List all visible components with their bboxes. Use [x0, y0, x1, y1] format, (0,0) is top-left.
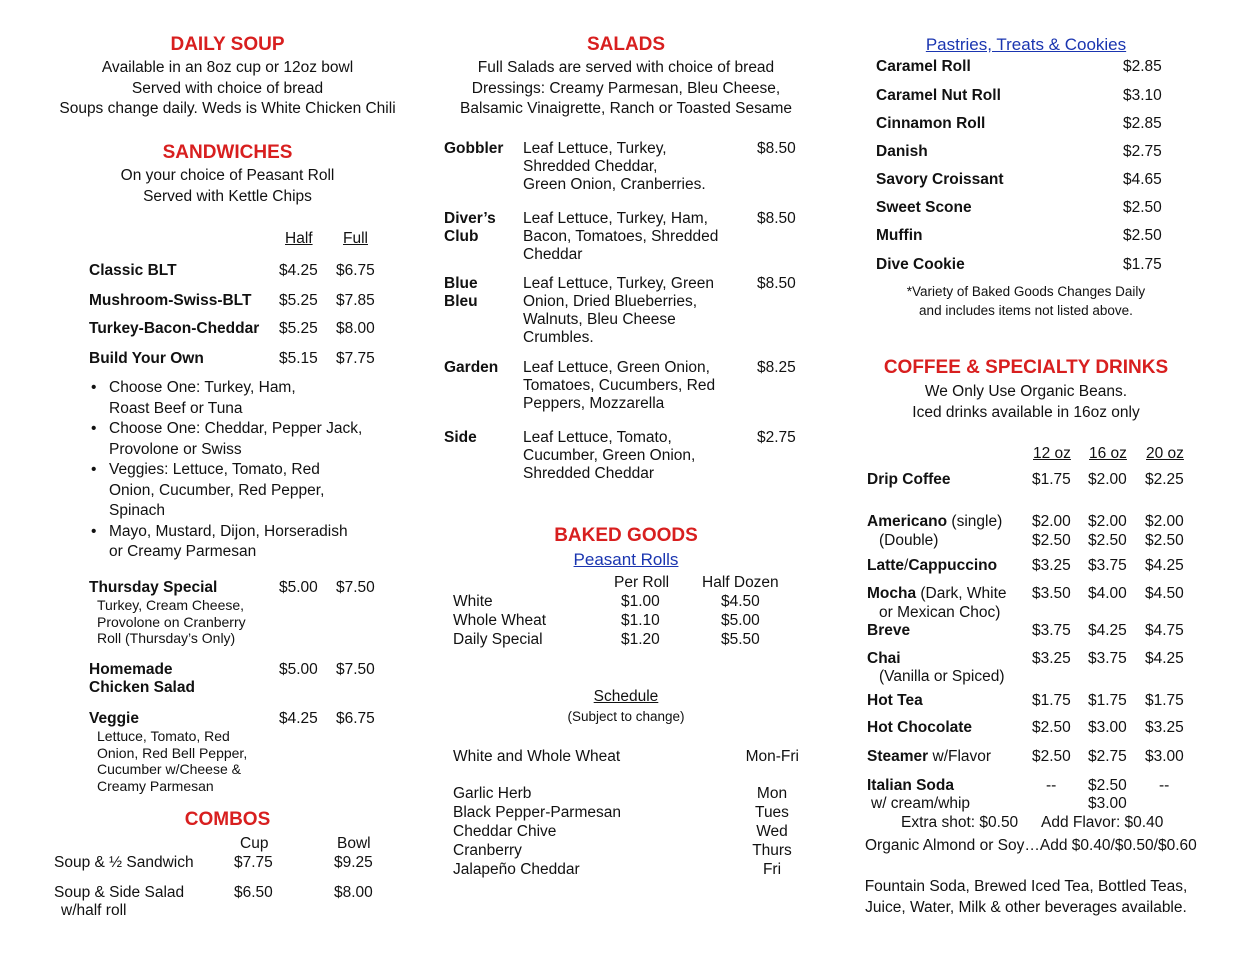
price-20oz: $2.00: [1145, 513, 1184, 530]
item-price: $8.50: [757, 210, 796, 227]
item-description: Leaf Lettuce, Turkey, Ham, Bacon, Tomatoes, Shredded Cheddar: [523, 210, 719, 263]
price-20oz: $2.50: [1145, 532, 1184, 549]
price-20oz: $4.75: [1145, 622, 1184, 639]
price-16oz: $4.00: [1088, 585, 1127, 602]
price-half: $4.25: [279, 262, 318, 279]
item-name: Mocha (Dark, White: [867, 585, 1007, 602]
item-name: Garden: [444, 359, 499, 376]
item-price: $1.75: [1123, 256, 1162, 273]
item-subtext: (Double): [879, 532, 939, 549]
build-your-own-options: [89, 378, 362, 563]
add-flavor-note: Add Flavor: $0.40: [1041, 814, 1164, 831]
item-name: Cinnamon Roll: [876, 115, 986, 132]
item-name: White and Whole Wheat: [453, 748, 621, 765]
size-header-12oz: 12 oz: [1033, 445, 1071, 462]
item-price: $8.50: [757, 275, 796, 292]
extra-shot-note: Extra shot: $0.50: [901, 814, 1019, 831]
item-name: Daily Special: [453, 631, 543, 648]
list-item: • Choose One: Turkey, Ham, Roast Beef or Tuna: [109, 378, 362, 419]
item-day: Wed: [756, 823, 788, 840]
price-20oz: $4.50: [1145, 585, 1184, 602]
item-name: Sweet Scone: [876, 199, 972, 216]
item-name: Drip Coffee: [867, 471, 951, 488]
price-16oz: $2.50: [1088, 532, 1127, 549]
item-price: $2.75: [757, 429, 796, 446]
item-name: Jalapeño Cheddar: [453, 861, 580, 878]
price-16oz: $3.00: [1088, 795, 1127, 812]
price-16oz: $4.25: [1088, 622, 1127, 639]
coffee-description: We Only Use Organic Beans. Iced drinks available in 16oz only: [912, 383, 1140, 421]
item-name: Dive Cookie: [876, 256, 965, 273]
salads-title: SALADS: [586, 34, 666, 55]
price-cup: $6.50: [234, 884, 273, 901]
item-price: $4.65: [1123, 171, 1162, 188]
item-subtext: w/half roll: [61, 902, 127, 919]
item-name: Caramel Roll: [876, 58, 971, 75]
price-12oz: $2.50: [1032, 532, 1071, 549]
item-name: Caramel Nut Roll: [876, 87, 1001, 104]
price-16oz: $3.75: [1088, 650, 1127, 667]
item-subtext: w/ cream/whip: [871, 795, 971, 812]
item-name: White: [453, 593, 493, 610]
item-name: Gobbler: [444, 140, 504, 157]
price-bowl: $8.00: [334, 884, 373, 901]
col-header-half: Half: [285, 230, 313, 247]
price-dozen: $5.00: [721, 612, 760, 629]
col-header-per-roll: Per Roll: [614, 574, 670, 591]
item-name: Latte/Cappuccino: [867, 557, 998, 574]
pastries-note: *Variety of Baked Goods Changes Daily and includes items not listed above.: [906, 284, 1146, 318]
price-cup: $7.75: [234, 854, 273, 871]
price-half: $5.15: [279, 350, 318, 367]
item-name: Homemade Chicken Salad: [89, 661, 195, 696]
item-description: Leaf Lettuce, Green Onion, Tomatoes, Cucumbers, Red Peppers, Mozzarella: [523, 359, 716, 412]
price-16oz: $2.50: [1088, 777, 1127, 794]
price-roll: $1.00: [621, 593, 660, 610]
price-dozen: $4.50: [721, 593, 760, 610]
item-name: Soup & ½ Sandwich: [54, 854, 194, 871]
price-12oz: $3.25: [1032, 650, 1071, 667]
price-dozen: $5.50: [721, 631, 760, 648]
price-half: $5.25: [279, 320, 318, 337]
item-day: Mon: [756, 785, 788, 802]
schedule-note: (Subject to change): [567, 709, 685, 724]
price-full: $7.50: [336, 661, 375, 678]
item-name: Cranberry: [453, 842, 522, 859]
price-12oz: $2.50: [1032, 748, 1071, 765]
price-20oz: $1.75: [1145, 692, 1184, 709]
price-12oz: $1.75: [1032, 471, 1071, 488]
price-full: $7.85: [336, 292, 375, 309]
item-description: Lettuce, Tomato, Red Onion, Red Bell Pepper, Cucumber w/Cheese & Creamy Parmesan: [97, 728, 248, 794]
item-name: Steamer w/Flavor: [867, 748, 992, 765]
sandwiches-title: SANDWICHES: [162, 142, 293, 163]
item-name: Diver’s Club: [444, 210, 496, 245]
list-item: • Veggies: Lettuce, Tomato, Red Onion, Cucumber, Red Pepper, Spinach: [109, 460, 362, 522]
list-item: • Choose One: Cheddar, Pepper Jack, Provolone or Swiss: [109, 419, 362, 460]
item-name: Muffin: [876, 227, 923, 244]
item-name: Italian Soda: [867, 777, 954, 794]
price-roll: $1.10: [621, 612, 660, 629]
price-16oz: $2.75: [1088, 748, 1127, 765]
price-full: $7.75: [336, 350, 375, 367]
item-name: Soup & Side Salad: [54, 884, 185, 901]
column-left: [0, 0, 455, 960]
item-price: $2.85: [1123, 58, 1162, 75]
soup-description: Available in an 8oz cup or 12oz bowl Served with choice of bread Soups change daily. Weds is White Chicken Chili: [59, 59, 396, 117]
item-name: Chai: [867, 650, 901, 667]
price-16oz: $3.00: [1088, 719, 1127, 736]
item-name: Breve: [867, 622, 911, 639]
price-half: $5.00: [279, 579, 318, 596]
price-20oz: $3.00: [1145, 748, 1184, 765]
price-20oz: $4.25: [1145, 650, 1184, 667]
item-subtext: (Vanilla or Spiced): [879, 668, 1005, 685]
price-12oz: $1.75: [1032, 692, 1071, 709]
item-name: Hot Chocolate: [867, 719, 973, 736]
item-description: Leaf Lettuce, Tomato, Cucumber, Green Onion, Shredded Cheddar: [523, 429, 696, 482]
price-12oz: $2.00: [1032, 513, 1071, 530]
price-12oz: $2.50: [1032, 719, 1071, 736]
salads-description: Full Salads are served with choice of bread Dressings: Creamy Parmesan, Bleu Cheese, Balsamic Vinaigrette, Ranch or Toasted Sesame: [460, 59, 792, 117]
item-name: Mushroom-Swiss-BLT: [89, 292, 252, 309]
price-12oz: --: [1046, 777, 1057, 794]
item-name: Americano (single): [867, 513, 1003, 530]
col-header-full: Full: [343, 230, 368, 247]
price-20oz: $2.25: [1145, 471, 1184, 488]
item-name: Build Your Own: [89, 350, 204, 367]
item-name: Danish: [876, 143, 928, 160]
price-half: $5.25: [279, 292, 318, 309]
item-price: $3.10: [1123, 87, 1162, 104]
price-16oz: $1.75: [1088, 692, 1127, 709]
price-full: $8.00: [336, 320, 375, 337]
price-full: $6.75: [336, 262, 375, 279]
item-price: $8.50: [757, 140, 796, 157]
coffee-title: COFFEE & SPECIALTY DRINKS: [883, 357, 1169, 378]
item-name: Garlic Herb: [453, 785, 532, 802]
price-16oz: $3.75: [1088, 557, 1127, 574]
item-name: Turkey-Bacon-Cheddar: [89, 320, 260, 337]
item-name: Thursday Special: [89, 579, 218, 596]
item-name: Side: [444, 429, 477, 446]
item-name: Cheddar Chive: [453, 823, 557, 840]
price-16oz: $2.00: [1088, 471, 1127, 488]
price-12oz: $3.25: [1032, 557, 1071, 574]
price-12oz: $3.50: [1032, 585, 1071, 602]
price-bowl: $9.25: [334, 854, 373, 871]
item-day: Mon-Fri: [745, 748, 799, 765]
list-item: • Mayo, Mustard, Dijon, Horseradish or Creamy Parmesan: [109, 522, 362, 563]
item-name: Whole Wheat: [453, 612, 547, 629]
item-day: Tues: [755, 804, 789, 821]
price-20oz: $3.25: [1145, 719, 1184, 736]
col-header-cup: Cup: [240, 835, 269, 852]
item-name: Savory Croissant: [876, 171, 1004, 188]
price-full: $6.75: [336, 710, 375, 727]
baked-goods-title: BAKED GOODS: [554, 525, 698, 546]
milk-note: Organic Almond or Soy…Add $0.40/$0.50/$0.60: [865, 837, 1197, 854]
item-price: $2.50: [1123, 199, 1162, 216]
item-day: Fri: [762, 861, 782, 878]
item-description: Leaf Lettuce, Turkey, Shredded Cheddar, Green Onion, Cranberries.: [523, 140, 706, 193]
price-16oz: $2.00: [1088, 513, 1127, 530]
price-20oz: --: [1159, 777, 1170, 794]
schedule-title: Schedule: [593, 688, 659, 705]
item-price: $2.75: [1123, 143, 1162, 160]
item-description: Leaf Lettuce, Turkey, Green Onion, Dried Blueberries, Walnuts, Bleu Cheese Crumbles.: [523, 275, 714, 346]
size-header-20oz: 20 oz: [1146, 445, 1184, 462]
item-day: Thurs: [752, 842, 792, 859]
item-name: Black Pepper-Parmesan: [453, 804, 621, 821]
price-half: $4.25: [279, 710, 318, 727]
item-name: Hot Tea: [867, 692, 923, 709]
price-roll: $1.20: [621, 631, 660, 648]
price-full: $7.50: [336, 579, 375, 596]
item-price: $2.85: [1123, 115, 1162, 132]
pastries-title: Pastries, Treats & Cookies: [925, 35, 1127, 54]
soup-title: DAILY SOUP: [170, 34, 285, 55]
size-header-16oz: 16 oz: [1089, 445, 1127, 462]
col-header-half-dozen: Half Dozen: [702, 574, 779, 591]
item-name: Classic BLT: [89, 262, 177, 279]
sandwiches-description: On your choice of Peasant Roll Served with Kettle Chips: [120, 167, 335, 205]
item-description: Turkey, Cream Cheese, Provolone on Cranberry Roll (Thursday’s Only): [97, 597, 246, 646]
item-name: Veggie: [89, 710, 139, 727]
item-name: Blue Bleu: [444, 275, 478, 310]
item-price: $2.50: [1123, 227, 1162, 244]
item-subtext: or Mexican Choc): [879, 604, 1001, 621]
combos-title: COMBOS: [184, 809, 271, 830]
peasant-rolls-subtitle: Peasant Rolls: [573, 550, 679, 569]
price-half: $5.00: [279, 661, 318, 678]
item-price: $8.25: [757, 359, 796, 376]
price-20oz: $4.25: [1145, 557, 1184, 574]
beverages-footer: Fountain Soda, Brewed Iced Tea, Bottled Teas, Juice, Water, Milk & other beverages available.: [864, 878, 1188, 916]
price-12oz: $3.75: [1032, 622, 1071, 639]
col-header-bowl: Bowl: [337, 835, 371, 852]
